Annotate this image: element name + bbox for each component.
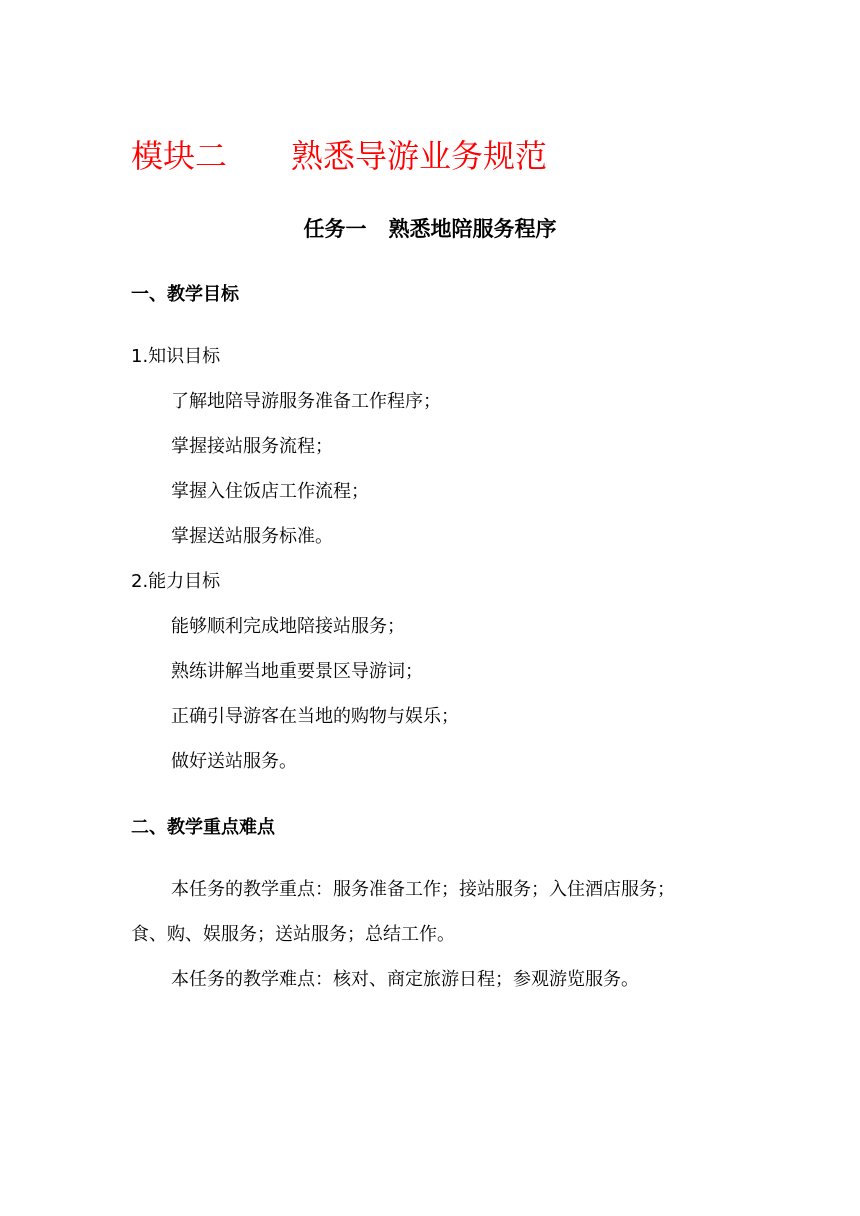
module-name: 熟悉导游业务规范 [291,137,548,175]
key-points-paragraph-line1: 本任务的教学重点：服务准备工作；接站服务；入住酒店服务； [171,879,675,900]
knowledge-item: 掌握送站服务标准。 [171,526,333,547]
difficulties-paragraph: 本任务的教学难点：核对、商定旅游日程；参观游览服务。 [171,969,639,990]
module-label: 模块二 [131,137,228,175]
ability-item: 正确引导游客在当地的购物与娱乐； [171,706,459,727]
knowledge-item: 掌握接站服务流程； [171,436,333,457]
task-name: 熟悉地陪服务程序 [388,217,557,241]
task-label: 任务一 [303,217,367,241]
section-heading-key-difficult-points: 二、教学重点难点 [131,817,275,838]
ability-item: 做好送站服务。 [171,751,297,772]
ability-objectives-heading: 2.能力目标 [131,571,221,592]
key-points-paragraph-line2: 食、购、娱服务；送站服务；总结工作。 [131,924,455,945]
ability-item: 能够顺利完成地陪接站服务； [171,616,405,637]
section-heading-objectives: 一、教学目标 [131,284,239,305]
ability-item: 熟练讲解当地重要景区导游词； [171,661,423,682]
module-title [131,134,547,178]
knowledge-item: 了解地陪导游服务准备工作程序； [171,391,441,412]
task-title [0,213,860,245]
knowledge-item: 掌握入住饭店工作流程； [171,481,369,502]
knowledge-objectives-heading: 1.知识目标 [131,346,221,367]
